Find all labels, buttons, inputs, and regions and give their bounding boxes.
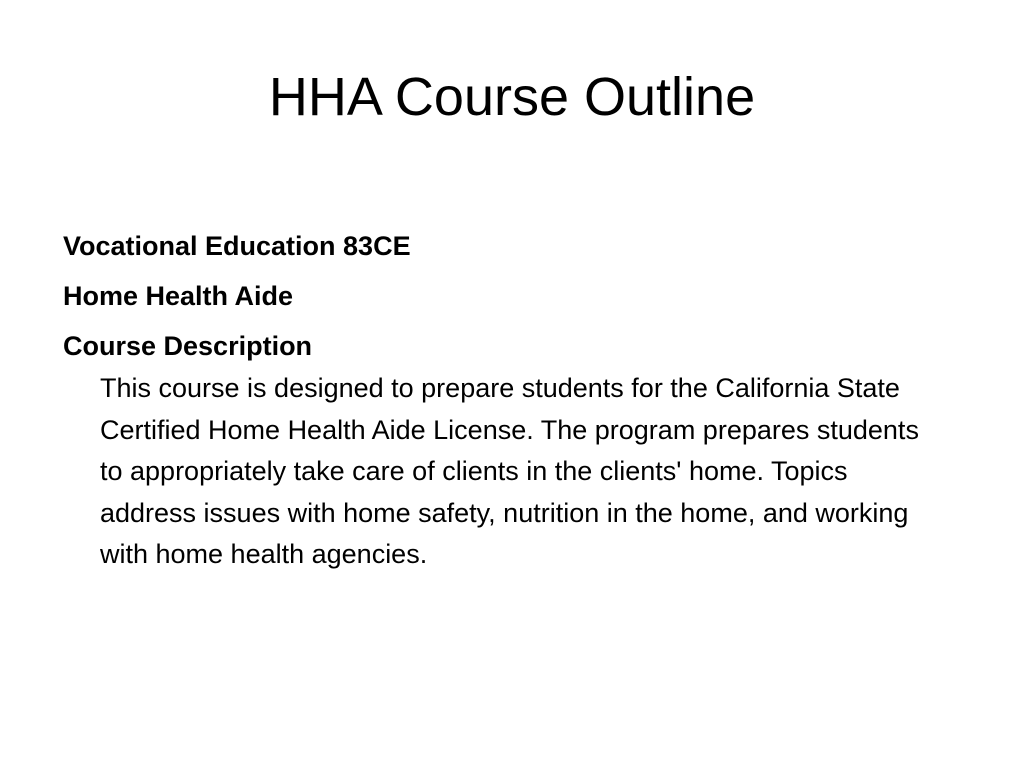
course-description-text: This course is designed to prepare students for the California State Certified Home Health Aide License. The program prepares students to appropriately take care of clients in the clients' home. Topics address issues with home safety, nutrition in the home, and working with home health agencies. — [100, 373, 919, 569]
course-name-heading: Home Health Aide — [63, 281, 294, 311]
slide-body — [63, 228, 963, 576]
course-description-heading: Course Description — [63, 331, 313, 361]
slide-title: HHA Course Outline — [268, 67, 756, 127]
course-code-heading: Vocational Education 83CE — [63, 231, 411, 261]
